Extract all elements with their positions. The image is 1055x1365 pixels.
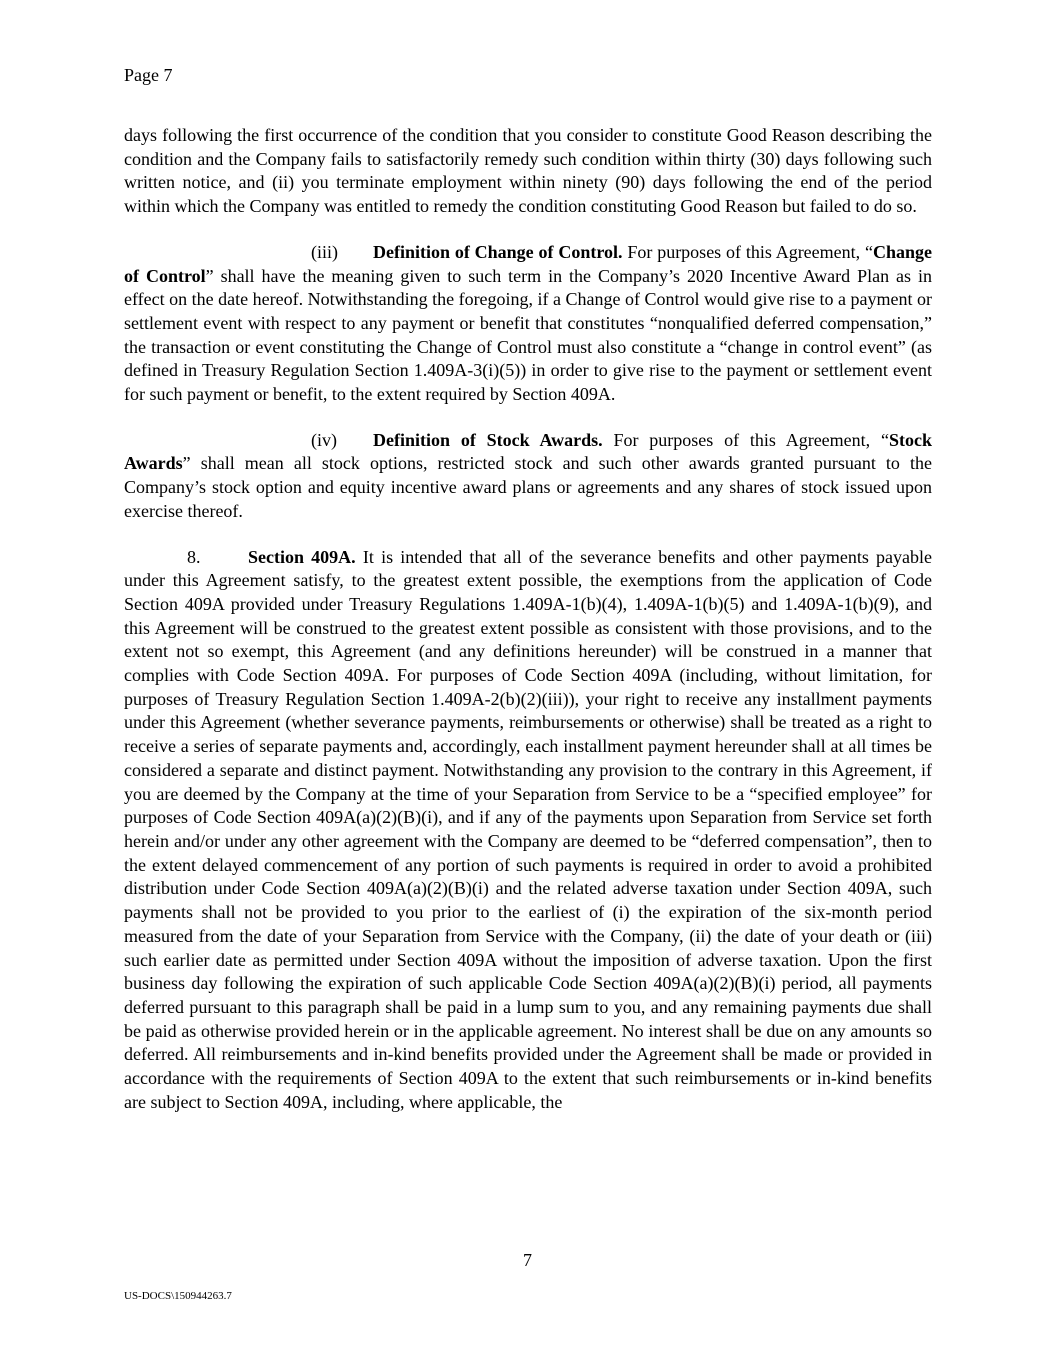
- clause-text: For purposes of this Agreement, “: [602, 429, 889, 450]
- clause-heading: Definition of Change of Control.: [373, 241, 623, 262]
- page-number: 7: [523, 1250, 532, 1270]
- page-header: Page 7: [124, 65, 173, 85]
- document-id: US-DOCS\150944263.7: [124, 1290, 232, 1302]
- clause-text: ” shall have the meaning given to such term in the Company’s 2020 Incentive Award Plan as in effect on the date hereof. Notwithstanding the foregoing, if a Change of Control would give rise to a payment or settlement event with respect to any payment or benefit that constitutes “nonqualified deferred compensation,” the transaction or event constituting the Change of Control must also constitute a “change in control event” (as defined in Treasury Regulation Section 1.409A-3(i)(5)) in order to give rise to the payment or settlement event for such payment or benefit, to the extent required by Section 409A.: [124, 265, 932, 405]
- clause-marker: (iv): [311, 429, 337, 450]
- defined-term: Stock Awards: [124, 429, 932, 474]
- clause-marker: (iii): [311, 241, 338, 262]
- paragraph-good-reason-continued: days following the first occurrence of the condition that you consider to constitute Good Reason describing the condition and the Company fails to satisfactorily remedy such condition within thirty (30) days following such written notice, and (ii) you terminate employment within ninety (90) days following the end of the period within which the Company was entitled to remedy the condition constituting Good Reason but failed to do so.: [124, 125, 932, 217]
- paragraph-change-of-control: [124, 241, 932, 407]
- section-text: It is intended that all of the severance benefits and other payments payable under this Agreement satisfy, to the greatest extent possible, the exemptions from the application of Code Section 409A provided under Treasury Regulations 1.409A-1(b)(4), 1.409A-1(b)(5) and 1.409A-1(b)(9), and this Agreement will be construed to the greatest extent possible as consistent with those provisions, and to the extent not so exempt, this Agreement (and any definitions hereunder) will be construed in a manner that complies with Code Section 409A. For purposes of Code Section 409A (including, without limitation, for purposes of Treasury Regulation Section 1.409A-2(b)(2)(iii)), your right to receive any installment payments under this Agreement (whether severance payments, reimbursements or otherwise) shall be treated as a right to receive a series of separate payments and, accordingly, each installment payment hereunder shall at all times be considered a separate and distinct payment. Notwithstanding any provision to the contrary in this Agreement, if you are deemed by the Company at the time of your Separation from Service to be a “specified employee” for purposes of Code Section 409A(a)(2)(B)(i), and if any of the payments upon Separation from Service set forth herein and/or under any other agreement with the Company are deemed to be “deferred compensation”, then to the extent delayed commencement of any portion of such payments is required in order to avoid a prohibited distribution under Code Section 409A(a)(2)(B)(i) and the related adverse taxation under Section 409A, such payments shall not be provided to you prior to the earliest of (i) the expiration of the six-month period measured from the date of your Separation from Service with the Company, (ii) the date of your death or (iii) such earlier date as permitted under Section 409A without the imposition of adverse taxation. Upon the first business day following the expiration of such applicable Code Section 409A(a)(2)(B)(i) period, all payments deferred pursuant to this paragraph shall be paid in a lump sum to you, and any remaining payments due shall be paid as otherwise provided herein or in the applicable agreement. No interest shall be due on any amounts so deferred. All reimbursements and in-kind benefits provided under the Agreement shall be made or provided in accordance with the requirements of Section 409A to the extent that such reimbursements or in-kind benefits are subject to Section 409A, including, where applicable, the: [124, 546, 932, 1112]
- clause-text: For purposes of this Agreement, “: [622, 241, 873, 262]
- paragraph-section-409a: [124, 546, 932, 1115]
- clause-text: ” shall mean all stock options, restricted stock and such other awards granted pursuant to the Company’s stock option and equity incentive award plans or agreements and any shares of stock issued upon exercise thereof.: [124, 453, 932, 521]
- defined-term: Change of Control: [124, 241, 932, 286]
- paragraph-stock-awards: [124, 429, 932, 524]
- clause-heading: Definition of Stock Awards.: [373, 429, 603, 450]
- section-number: 8.: [187, 546, 201, 567]
- section-heading: Section 409A.: [248, 546, 356, 567]
- document-body: [124, 124, 932, 1114]
